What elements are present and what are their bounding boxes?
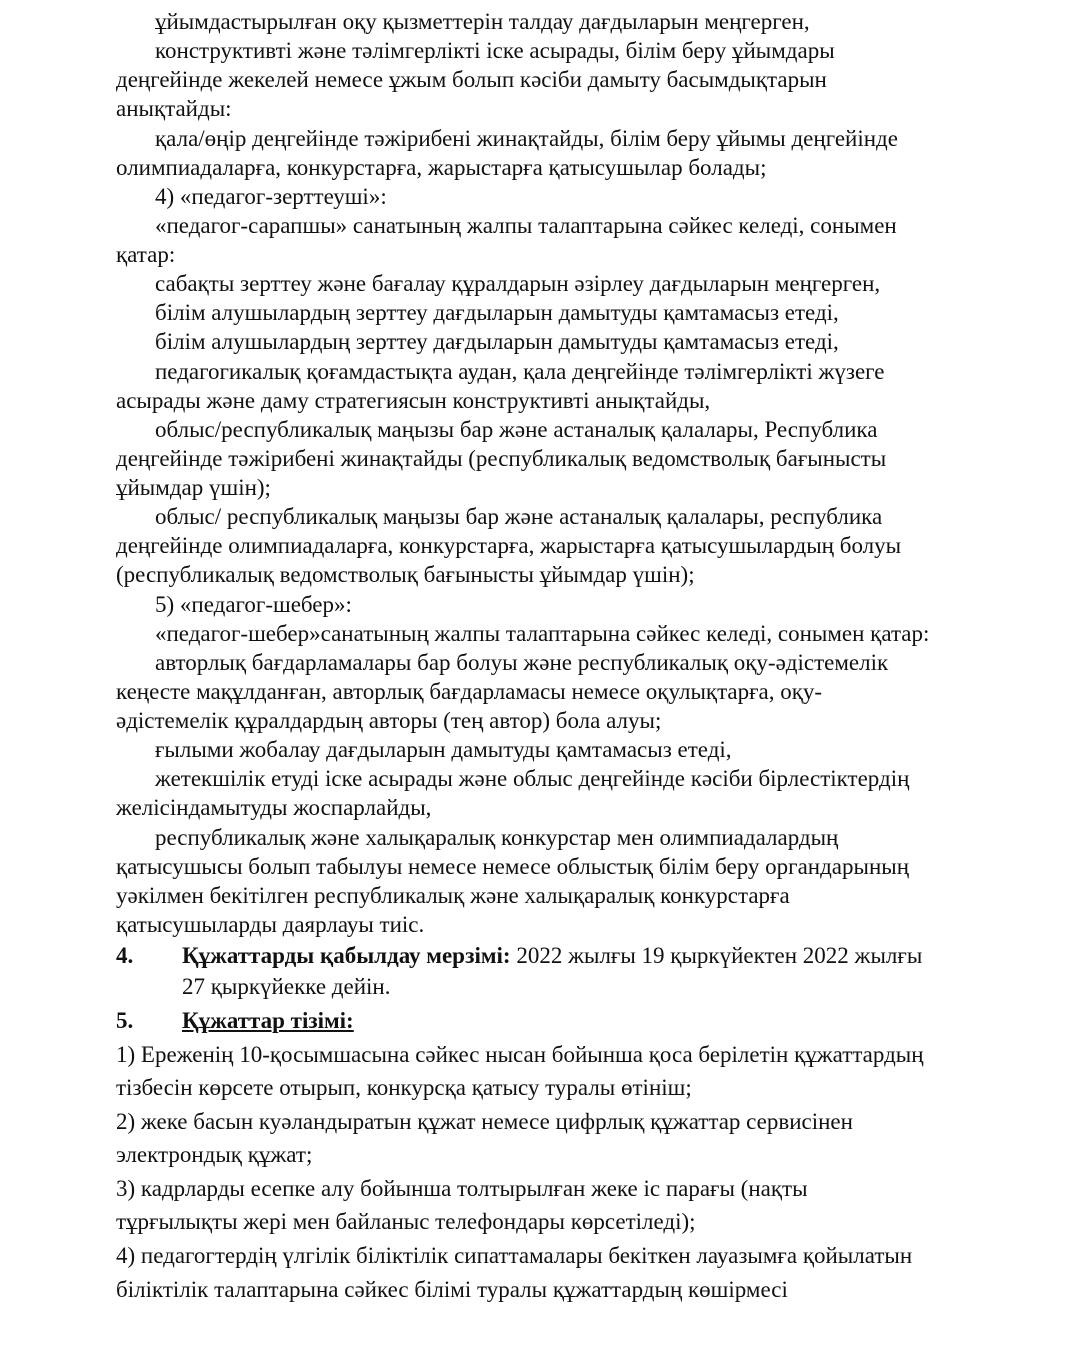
list-line: біліктілік талаптарына сәйкес білімі туралы құжаттардың көшірмесі xyxy=(116,1277,788,1302)
body-line: әдістемелік құралдардың авторы (тең автор) бола алуы; xyxy=(116,708,662,733)
body-line: облыс/республикалық маңызы бар және астаналық қалалары, Республика xyxy=(155,417,878,442)
body-line: конструктивті және тәлімгерлікті іске асырады, білім беру ұйымдары xyxy=(155,38,835,63)
section-5-number: 5. xyxy=(116,1008,134,1033)
list-line: 4) педагогтердің үлгілік біліктілік сипаттамалары бекіткен лауазымға қойылатын xyxy=(116,1243,913,1268)
body-line: білім алушылардың зерттеу дағдыларын дамытуды қамтамасыз етеді, xyxy=(155,329,839,354)
list-line: 1) Ереженің 10-қосымшасына сәйкес нысан бойынша қоса берілетін құжаттардың xyxy=(116,1042,924,1067)
list-line: тізбесін көрсете отырып, конкурсқа қатысу туралы өтініш; xyxy=(116,1075,692,1100)
subsection-heading: 5) «педагог-шебер»: xyxy=(155,592,352,617)
body-line: деңгейінде жекелей немесе ұжым болып кәсіби дамыту басымдықтарын xyxy=(116,67,827,92)
body-line: «педагог-шебер»санатының жалпы талаптарына сәйкес келеді, сонымен қатар: xyxy=(155,621,930,646)
body-line: сабақты зерттеу және бағалау құралдарын әзірлеу дағдыларын меңгерген, xyxy=(155,271,881,296)
body-line: желісіндамытуды жоспарлайды, xyxy=(116,795,432,820)
body-line: қатысушысы болып табылуы немесе немесе облыстық білім беру органдарының xyxy=(116,854,910,879)
body-line: уәкілмен бекітілген республикалық және халықаралық конкурстарға xyxy=(116,883,790,908)
list-line: электрондық құжат; xyxy=(116,1142,313,1167)
section-5-title: Құжаттар тізімі: xyxy=(182,1008,354,1033)
body-line: ұйымдар үшін); xyxy=(116,475,271,500)
body-line: қатар: xyxy=(116,242,176,267)
list-line: 3) кадрларды есепке алу бойынша толтырылған жеке іс парағы (нақты xyxy=(116,1176,808,1201)
body-line: жетекшілік етуді іске асырады және облыс деңгейінде кәсіби бірлестіктердің xyxy=(155,766,910,791)
list-line: 2) жеке басын куәландыратын құжат немесе цифрлық құжаттар сервисінен xyxy=(116,1109,853,1134)
section-4-line xyxy=(182,941,922,970)
body-line: білім алушылардың зерттеу дағдыларын дамытуды қамтамасыз етеді, xyxy=(155,300,839,325)
body-line: асырады және даму стратегиясын конструктивті анықтайды, xyxy=(116,388,711,413)
body-line: деңгейінде олимпиадаларға, конкурстарға, жарыстарға қатысушылардың болуы xyxy=(116,533,902,558)
section-4-text: 2022 жылғы 19 қыркүйектен 2022 жылғы xyxy=(510,943,923,968)
body-line: (республикалық ведомстволық бағынысты ұйымдар үшін); xyxy=(116,562,695,587)
subsection-heading: 4) «педагог-зерттеуші»: xyxy=(155,184,387,209)
body-line: олимпиадаларға, конкурстарға, жарыстарға қатысушылар болады; xyxy=(116,155,767,180)
section-4-title: Құжаттарды қабылдау мерзімі: xyxy=(182,943,511,968)
section-4-number: 4. xyxy=(116,943,134,968)
list-line: тұрғылықты жері мен байланыс телефондары көрсетіледі); xyxy=(116,1209,696,1234)
body-line: ұйымдастырылған оқу қызметтерін талдау дағдыларын меңгерген, xyxy=(155,9,810,34)
body-line: ғылыми жобалау дағдыларын дамытуды қамтамасыз етеді, xyxy=(155,737,732,762)
body-line: «педагог-сарапшы» санатының жалпы талаптарына сәйкес келеді, сонымен xyxy=(155,213,897,238)
body-line: қатысушыларды даярлауы тиіс. xyxy=(116,912,425,937)
body-line: кеңесте мақұлданған, авторлық бағдарламасы немесе оқулықтарға, оқу- xyxy=(116,679,823,704)
section-4-line-2: 27 қыркүйекке дейін. xyxy=(182,974,391,999)
body-line: авторлық бағдарламалары бар болуы және республикалық оқу-әдістемелік xyxy=(155,650,889,675)
body-line: қала/өңір деңгейінде тәжірибені жинақтайды, білім беру ұйымы деңгейінде xyxy=(155,126,898,151)
body-line: республикалық және халықаралық конкурстар мен олимпиадалардың xyxy=(155,825,839,850)
body-line: деңгейінде тәжірибені жинақтайды (республикалық ведомстволық бағынысты xyxy=(116,446,887,471)
body-line: облыс/ республикалық маңызы бар және астаналық қалалары, республика xyxy=(155,504,883,529)
body-line: педагогикалық қоғамдастықта аудан, қала деңгейінде тәлімгерлікті жүзеге xyxy=(155,359,885,384)
body-line: анықтайды: xyxy=(116,96,232,121)
